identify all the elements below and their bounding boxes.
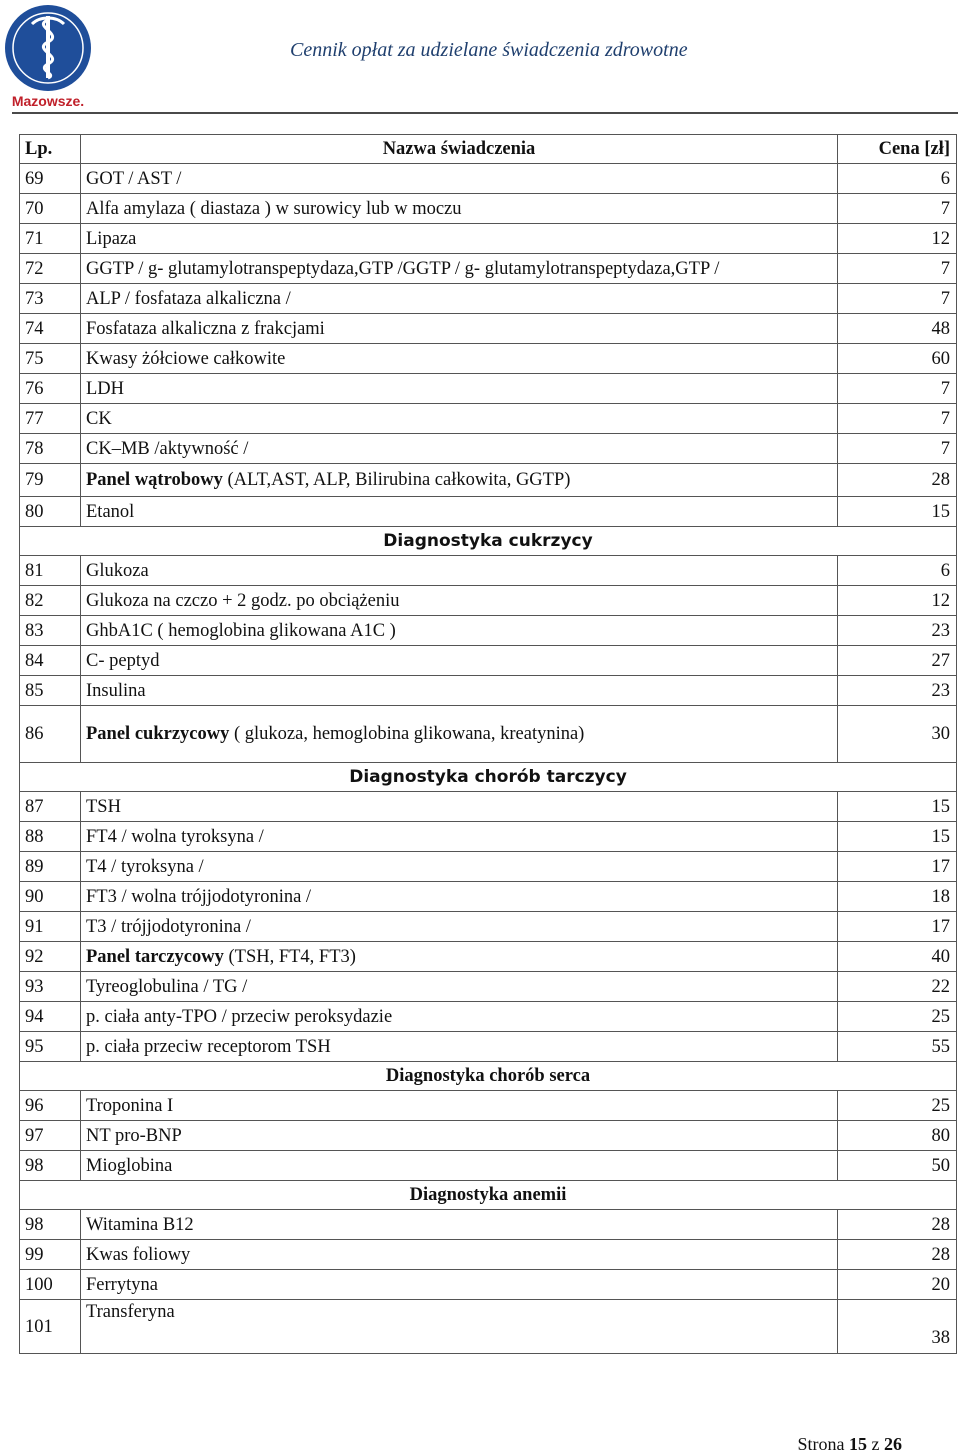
row-lp: 96 <box>20 1091 81 1121</box>
row-lp: 75 <box>20 344 81 374</box>
row-name-text: CK <box>86 408 112 429</box>
row-lp: 101 <box>20 1300 81 1354</box>
row-name <box>81 1002 838 1032</box>
table-header-row <box>20 135 957 164</box>
row-price: 55 <box>838 1032 957 1062</box>
row-name <box>81 792 838 822</box>
table-row <box>20 464 957 497</box>
row-name <box>81 284 838 314</box>
row-price: 17 <box>838 912 957 942</box>
table-row <box>20 1032 957 1062</box>
row-price: 7 <box>838 284 957 314</box>
table-row <box>20 1151 957 1181</box>
table-row <box>20 1270 957 1300</box>
table-row <box>20 1091 957 1121</box>
row-lp: 71 <box>20 224 81 254</box>
row-name-text: p. ciała przeciw receptorom TSH <box>86 1036 331 1057</box>
row-lp: 88 <box>20 822 81 852</box>
row-lp: 89 <box>20 852 81 882</box>
row-lp: 87 <box>20 792 81 822</box>
table-row <box>20 882 957 912</box>
row-name-text: Troponina I <box>86 1095 174 1116</box>
section-title: Diagnostyka anemii <box>20 1181 957 1210</box>
row-name-text: TSH <box>86 796 121 817</box>
row-name <box>81 912 838 942</box>
row-lp: 73 <box>20 284 81 314</box>
table-row <box>20 224 957 254</box>
row-lp: 93 <box>20 972 81 1002</box>
mazowsze-brand-text: Mazowsze. <box>11 93 85 109</box>
row-lp: 94 <box>20 1002 81 1032</box>
table-row <box>20 1240 957 1270</box>
table-row <box>20 792 957 822</box>
row-price: 7 <box>838 194 957 224</box>
row-name-text: Glukoza <box>86 560 149 581</box>
row-price: 7 <box>838 374 957 404</box>
row-name <box>81 706 838 763</box>
table-row <box>20 942 957 972</box>
row-name-bold: Panel cukrzycowy <box>86 724 230 744</box>
row-lp: 86 <box>20 706 81 763</box>
row-price: 40 <box>838 942 957 972</box>
table-row <box>20 676 957 706</box>
row-price: 7 <box>838 404 957 434</box>
row-name <box>81 254 838 284</box>
row-name <box>81 1032 838 1062</box>
row-name-text: Ferrytyna <box>86 1274 158 1295</box>
row-price: 15 <box>838 792 957 822</box>
row-price: 27 <box>838 646 957 676</box>
header-divider <box>12 112 958 114</box>
table-row <box>20 314 957 344</box>
row-name <box>81 464 838 497</box>
row-lp: 98 <box>20 1151 81 1181</box>
row-name-text: (TSH, FT4, FT3) <box>223 946 356 967</box>
row-lp: 78 <box>20 434 81 464</box>
section-title: Diagnostyka chorób tarczycy <box>20 763 957 792</box>
row-name <box>81 942 838 972</box>
row-name-text: Mioglobina <box>86 1155 173 1176</box>
row-name <box>81 194 838 224</box>
row-lp: 69 <box>20 164 81 194</box>
page-number: Strona 15 z 26 <box>797 1434 902 1454</box>
table-row <box>20 972 957 1002</box>
row-price: 30 <box>838 706 957 763</box>
price-list-table <box>19 134 957 1354</box>
row-name-text: LDH <box>86 378 125 399</box>
row-name <box>81 1151 838 1181</box>
row-lp: 100 <box>20 1270 81 1300</box>
row-name <box>81 852 838 882</box>
table-row <box>20 164 957 194</box>
table-row <box>20 434 957 464</box>
row-lp: 91 <box>20 912 81 942</box>
row-price: 25 <box>838 1002 957 1032</box>
table-row <box>20 1002 957 1032</box>
row-price: 6 <box>838 556 957 586</box>
row-lp: 77 <box>20 404 81 434</box>
row-name-text: GOT / AST / <box>86 168 182 189</box>
row-name-text: CK–MB /aktywność / <box>86 438 249 459</box>
row-name-text: T4 / tyroksyna / <box>86 856 204 877</box>
row-name <box>81 344 838 374</box>
section-row <box>20 1181 957 1210</box>
row-name-text: Insulina <box>86 680 146 701</box>
row-name-text: Kwasy żółciowe całkowite <box>86 348 286 369</box>
row-name <box>81 822 838 852</box>
row-price: 12 <box>838 586 957 616</box>
row-name-text: Kwas foliowy <box>86 1244 191 1265</box>
row-name-text: Transferyna <box>86 1302 175 1322</box>
row-lp: 98 <box>20 1210 81 1240</box>
row-price: 12 <box>838 224 957 254</box>
table-row <box>20 344 957 374</box>
row-lp: 99 <box>20 1240 81 1270</box>
header-price: Cena [zł] <box>838 135 957 164</box>
row-name <box>81 1121 838 1151</box>
row-price: 50 <box>838 1151 957 1181</box>
row-name-text: Tyreoglobulina / TG / <box>86 976 248 997</box>
row-name <box>81 646 838 676</box>
header-lp: Lp. <box>20 135 81 164</box>
table-row <box>20 404 957 434</box>
section-row <box>20 1062 957 1091</box>
table-row <box>20 912 957 942</box>
row-name-text: T3 / trójjodotyronina / <box>86 916 251 937</box>
row-price: 80 <box>838 1121 957 1151</box>
table-row <box>20 1121 957 1151</box>
row-lp: 70 <box>20 194 81 224</box>
table-row <box>20 556 957 586</box>
row-lp: 72 <box>20 254 81 284</box>
row-name-text: Fosfataza alkaliczna z frakcjami <box>86 318 325 339</box>
row-name <box>81 1240 838 1270</box>
table-row <box>20 706 957 763</box>
page-header-title: Cennik opłat za udzielane świadczenia zdrowotne <box>290 39 688 61</box>
row-price: 17 <box>838 852 957 882</box>
row-name-text: ALP / fosfataza alkaliczna / <box>86 288 291 309</box>
row-name <box>81 1300 838 1354</box>
row-name <box>81 1091 838 1121</box>
row-name <box>81 1210 838 1240</box>
row-price: 20 <box>838 1270 957 1300</box>
row-price: 7 <box>838 434 957 464</box>
row-price: 28 <box>838 1210 957 1240</box>
row-name-text: Glukoza na czczo + 2 godz. po obciążeniu <box>86 590 400 611</box>
row-price: 23 <box>838 616 957 646</box>
row-lp: 76 <box>20 374 81 404</box>
row-price: 6 <box>838 164 957 194</box>
row-name <box>81 434 838 464</box>
row-price: 60 <box>838 344 957 374</box>
table-row <box>20 284 957 314</box>
table-row <box>20 616 957 646</box>
table-row <box>20 852 957 882</box>
row-price: 25 <box>838 1091 957 1121</box>
row-price: 48 <box>838 314 957 344</box>
row-lp: 90 <box>20 882 81 912</box>
row-name-text: C- peptyd <box>86 650 160 671</box>
table-row <box>20 1210 957 1240</box>
total-pages: 26 <box>884 1434 902 1454</box>
row-name-text: p. ciała anty-TPO / przeciw peroksydazie <box>86 1006 393 1027</box>
row-name-text: (ALT,AST, ALP, Bilirubina całkowita, GGTP) <box>222 470 571 490</box>
row-name-text: NT pro-BNP <box>86 1125 182 1146</box>
table-row <box>20 497 957 527</box>
section-title: Diagnostyka cukrzycy <box>20 527 957 556</box>
row-name-text: FT3 / wolna trójjodotyronina / <box>86 886 312 907</box>
row-price: 18 <box>838 882 957 912</box>
row-name-bold: Panel wątrobowy <box>86 470 223 490</box>
row-name <box>81 586 838 616</box>
row-lp: 74 <box>20 314 81 344</box>
table-row <box>20 194 957 224</box>
row-name-text: Witamina B12 <box>86 1214 194 1235</box>
row-price: 28 <box>838 464 957 497</box>
row-price: 28 <box>838 1240 957 1270</box>
row-lp: 83 <box>20 616 81 646</box>
row-name-text: GhbA1C ( hemoglobina glikowana A1C ) <box>86 620 396 641</box>
row-name <box>81 164 838 194</box>
hospital-logo <box>2 2 94 110</box>
row-lp: 80 <box>20 497 81 527</box>
section-title: Diagnostyka chorób serca <box>20 1062 957 1091</box>
row-price: 7 <box>838 254 957 284</box>
table-row <box>20 254 957 284</box>
row-lp: 79 <box>20 464 81 497</box>
row-name-bold: Panel tarczycowy <box>86 946 224 967</box>
row-name-text: GGTP / g- glutamylotranspeptydaza,GTP /GGTP / g- glutamylotranspeptydaza,GTP / <box>86 258 720 279</box>
row-name <box>81 1270 838 1300</box>
table-row <box>20 374 957 404</box>
row-name-text: Lipaza <box>86 228 137 249</box>
row-lp: 95 <box>20 1032 81 1062</box>
row-name <box>81 882 838 912</box>
row-name <box>81 556 838 586</box>
row-name <box>81 497 838 527</box>
row-name-text: Etanol <box>86 501 135 522</box>
row-price: 23 <box>838 676 957 706</box>
row-price: 15 <box>838 497 957 527</box>
row-name <box>81 314 838 344</box>
row-name <box>81 616 838 646</box>
row-name <box>81 224 838 254</box>
row-name-text: Alfa amylaza ( diastaza ) w surowicy lub w moczu <box>86 198 462 219</box>
row-name <box>81 404 838 434</box>
row-price: 22 <box>838 972 957 1002</box>
current-page: 15 <box>849 1434 867 1454</box>
row-lp: 85 <box>20 676 81 706</box>
row-name-text: ( glukoza, hemoglobina glikowana, kreatynina) <box>229 724 585 744</box>
header-name: Nazwa świadczenia <box>81 135 838 164</box>
row-price: 15 <box>838 822 957 852</box>
row-lp: 82 <box>20 586 81 616</box>
row-lp: 92 <box>20 942 81 972</box>
row-price: 38 <box>838 1300 957 1354</box>
row-lp: 97 <box>20 1121 81 1151</box>
row-name <box>81 374 838 404</box>
section-row <box>20 763 957 792</box>
row-name <box>81 972 838 1002</box>
row-lp: 84 <box>20 646 81 676</box>
table-row <box>20 646 957 676</box>
table-row <box>20 1300 957 1354</box>
section-row <box>20 527 957 556</box>
row-name <box>81 676 838 706</box>
row-lp: 81 <box>20 556 81 586</box>
table-row <box>20 822 957 852</box>
row-name-text: FT4 / wolna tyroksyna / <box>86 826 264 847</box>
table-row <box>20 586 957 616</box>
